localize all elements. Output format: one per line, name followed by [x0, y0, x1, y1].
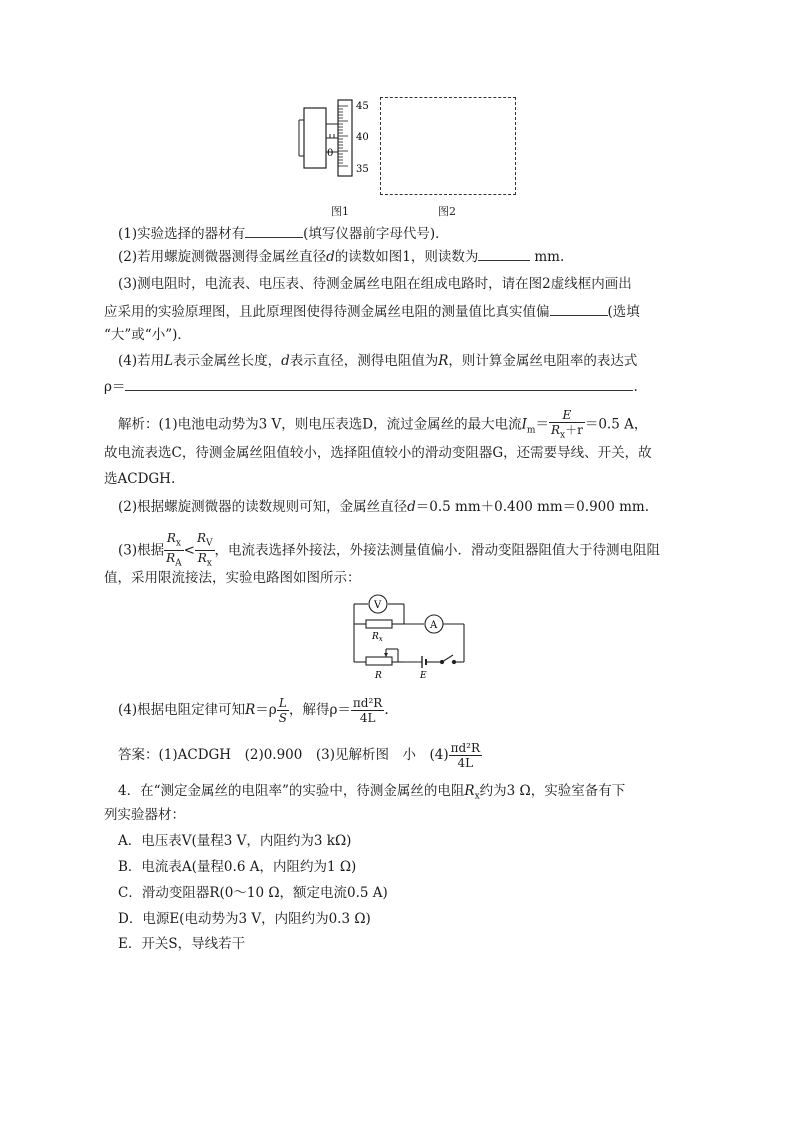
option-b: B．电流表A(量程0.6 A，内阻约为1 Ω): [118, 859, 357, 875]
fraction: $\frac{R_x}{R_A}$: [166, 531, 182, 569]
question-3-line3: “大”或“小”)．: [104, 327, 191, 343]
question-next-line1: 4．在“测定金属丝的电阻率”的实验中，待测金属丝的电阻$R_x$约为3 Ω，实验室备有下: [118, 783, 626, 802]
ammeter-label: A: [430, 620, 438, 631]
main-scale-label: 0: [327, 148, 334, 159]
fraction: $\frac{\text{πd²R}}{4L}$: [352, 696, 383, 725]
answer-blank: [245, 223, 303, 238]
question-4-line1: (4)若用L表示金属丝长度，d表示直径，测得电阻值为R，则计算金属丝电阻率的表达式: [118, 353, 638, 369]
figure2-dashed-box: [380, 97, 516, 195]
rx-label: $R_x$: [372, 632, 383, 643]
circuit-diagram: [346, 594, 474, 680]
slider-arrow-icon: [384, 653, 388, 657]
answer-blank: [550, 301, 608, 316]
option-c: C．滑动变阻器R(0～10 Ω，额定电流0.5 A): [118, 885, 388, 901]
analysis-1-line3: 选ACDGH.: [104, 471, 176, 487]
micrometer-figure: [296, 94, 380, 180]
option-a: A．电压表V(量程3 V，内阻约为3 kΩ): [118, 833, 352, 849]
figure2-caption: 图2: [438, 205, 456, 218]
analysis-1-line1: 解析：(1)电池电动势为3 V，则电压表选D，流过金属丝的最大电流$I_m=$ $\frac{E}{R_x+r}$ ＝0.5 A，: [118, 408, 648, 441]
question-2: (2)若用螺旋测微器测得金属丝直径d的读数如图1，则读数为 mm.: [118, 246, 564, 267]
analysis-3-line2: 值，采用限流接法，实验电路图如图所示：: [104, 570, 361, 586]
fraction: $\frac{E}{R_x+r}$: [550, 408, 583, 441]
analysis-2: (2)根据螺旋测微器的读数规则可知，金属丝直径d＝0.5 mm＋0.400 mm＝0.900 mm.: [118, 499, 650, 515]
fraction: $\frac{R_V}{R_x}$: [196, 531, 213, 569]
analysis-1-line2: 故电流表选C，待测金属丝阻值较小，选择阻值较小的滑动变阻器G，还需要导线、开关，故: [104, 445, 652, 461]
answer-blank: [125, 376, 633, 391]
analysis-4: (4)根据电阻定律可知R＝ρ $\frac{L}{S}$ ，解得ρ＝ $\frac{\text{πd²R}}{4L}$ .: [118, 696, 389, 725]
voltmeter-label: V: [374, 600, 382, 611]
fraction: $\frac{L}{S}$: [278, 696, 287, 725]
question-4-line2: ρ＝ .: [104, 376, 638, 397]
rheostat-label: R: [375, 671, 382, 680]
option-e: E．开关S，导线若干: [118, 936, 246, 952]
fraction: $\frac{\text{πd²R}}{4L}$: [450, 741, 481, 770]
question-3-line2: 应采用的实验原理图，且此原理图使得待测金属丝电阻的测量值比真实值偏 (选填: [104, 301, 640, 322]
answer-blank: [478, 246, 530, 261]
scale-label: 40: [356, 132, 369, 143]
answer-line: 答案：(1)ACDGH (2)0.900 (3)见解析图 小 (4) $\frac{\text{πd²R}}{4L}$: [118, 741, 481, 770]
figure1-caption: 图1: [331, 205, 349, 218]
option-d: D．电源E(电动势为3 V，内阻约为0.3 Ω): [118, 911, 371, 927]
scale-label: 35: [356, 164, 369, 175]
question-1: (1)实验选择的器材有 (填写仪器前字母代号)．: [118, 223, 449, 244]
analysis-3-line1: (3)根据 $\frac{R_x}{R_A}$ < $\frac{R_V}{R_x}$ ，电流表选择外接法，外接法测量值偏小．滑动变阻器阻值大于待测电阻阻: [118, 531, 661, 569]
question-next-line2: 列实验器材：: [104, 807, 185, 823]
battery-label: E: [420, 671, 427, 680]
question-3-line1: (3)测电阻时，电流表、电压表、待测金属丝电阻在组成电路时，请在图2虚线框内画出: [118, 276, 632, 292]
scale-label: 45: [356, 101, 369, 112]
